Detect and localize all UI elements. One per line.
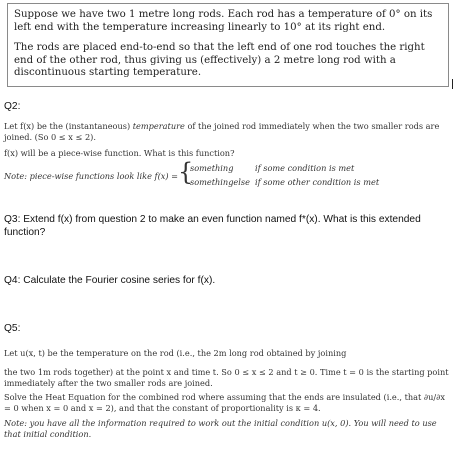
q2-case1-condition: if some condition is met (255, 163, 355, 173)
intro-box (7, 3, 449, 87)
q4-text: Q4: Calculate the Fourier cosine series for f(x). (4, 275, 216, 286)
q2-paragraph-2: f(x) will be a piece-wise function. What is this function? (4, 148, 235, 158)
q2-paragraph-1 (4, 121, 444, 142)
q2-line1-end: of the joined rod immediately when the two smaller rods are joined. (So 0 ≤ x ≤ 2). (4, 121, 440, 142)
q5-heading: Q5: (4, 323, 21, 334)
q5-paragraph-3: Solve the Heat Equation for the combined rod where assuming that the ends are insulated (i.e., that ∂u/∂x = 0 when x = 0 and x = 2), and that the constant of proportionality is κ = 4. (4, 392, 446, 413)
q2-case1-value: something (190, 163, 234, 173)
q5-paragraph-1: Let u(x, t) be the temperature on the rod (i.e., the 2m long rod obtained by joining (4, 348, 347, 358)
q5-note: Note: you have all the information required to work out the initial condition u(x, 0). You will need to use that initial condition. (4, 418, 437, 439)
intro-paragraph-2: The rods are placed end-to-end so that the left end of one rod touches the right end of the other rod, thus giving us (effectively) a 2 metre long rod with a discontinuous starting temperature. (14, 42, 425, 78)
q2-note-label: Note: piece-wise functions look like f(x) = (4, 171, 179, 181)
q5-paragraph-2: the two 1m rods together) at the point x and time t. So 0 ≤ x ≤ 2 and t ≥ 0. Time t = 0 is the starting point immediately after the two smaller rods are joined. (4, 367, 449, 388)
intro-paragraph-1: Suppose we have two 1 metre long rods. Each rod has a temperature of 0° on its left end with the temperature increasing linearly to 10° at its right end. (14, 9, 433, 33)
q2-case2-value: somethingelse (190, 177, 250, 187)
q2-case2-condition: if some other condition is met (255, 177, 380, 187)
q2-heading: Q2: (4, 101, 21, 112)
q2-line1-emphasis: temperature (132, 121, 185, 131)
q2-line1-start: Let f(x) be the (instantaneous) (4, 121, 133, 131)
q3-text: Q3: Extend f(x) from question 2 to make an even function named f*(x). What is this extended function? (4, 214, 421, 238)
piecewise-brace: { (178, 158, 194, 186)
text-cursor (452, 79, 453, 89)
